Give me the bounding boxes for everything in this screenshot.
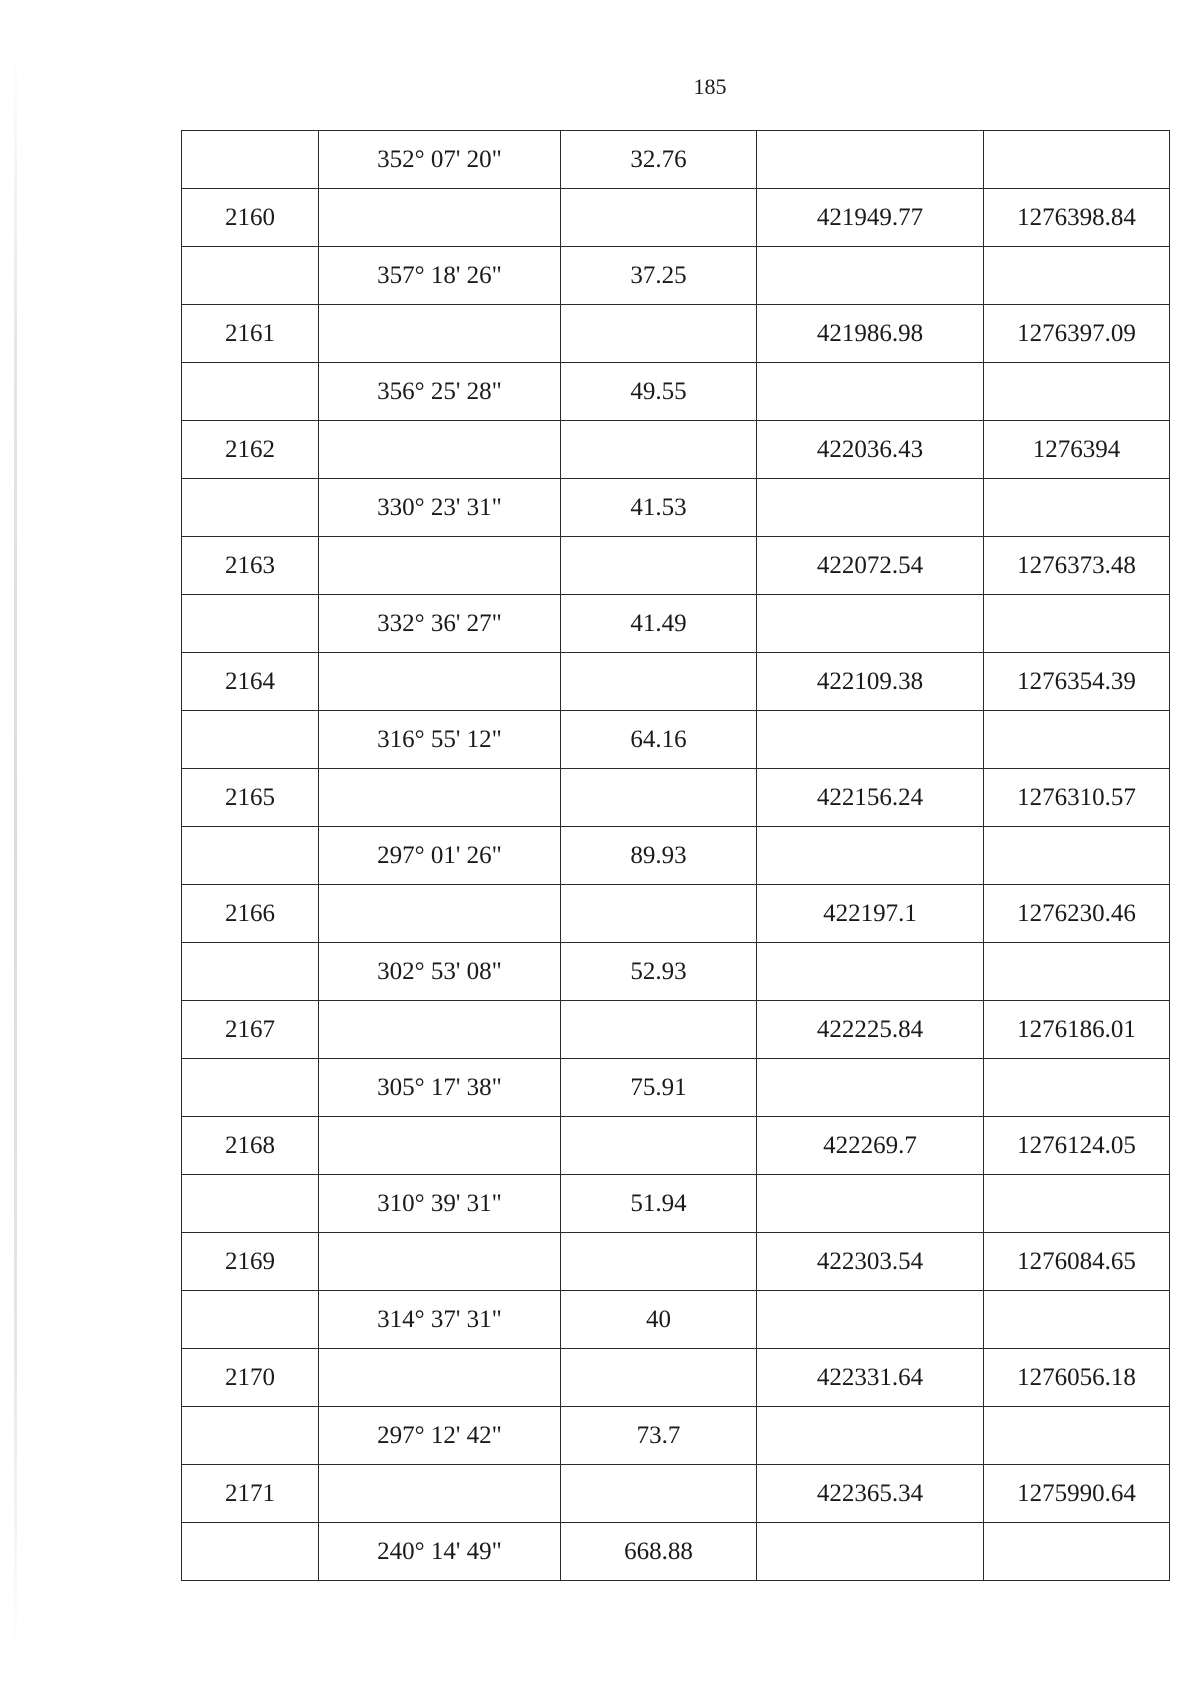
distance-cell: 73.7	[561, 1407, 757, 1465]
station-cell	[182, 1523, 319, 1581]
northing-cell	[757, 1291, 984, 1349]
station-cell	[182, 1175, 319, 1233]
bearing-cell	[319, 421, 561, 479]
bearing-cell: 330° 23' 31"	[319, 479, 561, 537]
bearing-cell: 310° 39' 31"	[319, 1175, 561, 1233]
bearing-cell	[319, 769, 561, 827]
northing-cell	[757, 1407, 984, 1465]
bearing-cell: 314° 37' 31"	[319, 1291, 561, 1349]
easting-cell: 1276186.01	[984, 1001, 1170, 1059]
station-cell: 2166	[182, 885, 319, 943]
station-cell	[182, 1407, 319, 1465]
station-cell: 2165	[182, 769, 319, 827]
bearing-cell	[319, 1465, 561, 1523]
page-number: 185	[693, 74, 727, 99]
easting-cell	[984, 131, 1170, 189]
northing-cell	[757, 1523, 984, 1581]
northing-cell: 422197.1	[757, 885, 984, 943]
station-cell: 2163	[182, 537, 319, 595]
bearing-cell	[319, 305, 561, 363]
table-row	[182, 1523, 1170, 1581]
bearing-cell: 240° 14' 49"	[319, 1523, 561, 1581]
distance-cell: 41.53	[561, 479, 757, 537]
easting-cell	[984, 479, 1170, 537]
station-cell: 2167	[182, 1001, 319, 1059]
bearing-cell	[319, 885, 561, 943]
table-row	[182, 943, 1170, 1001]
northing-cell: 422036.43	[757, 421, 984, 479]
distance-cell	[561, 537, 757, 595]
distance-cell: 75.91	[561, 1059, 757, 1117]
coordinate-table-body	[182, 131, 1170, 1581]
table-row	[182, 711, 1170, 769]
easting-cell	[984, 827, 1170, 885]
northing-cell: 422072.54	[757, 537, 984, 595]
distance-cell	[561, 189, 757, 247]
northing-cell	[757, 247, 984, 305]
bearing-cell: 297° 01' 26"	[319, 827, 561, 885]
easting-cell: 1275990.64	[984, 1465, 1170, 1523]
northing-cell: 421949.77	[757, 189, 984, 247]
station-cell: 2169	[182, 1233, 319, 1291]
station-cell: 2161	[182, 305, 319, 363]
easting-cell	[984, 1291, 1170, 1349]
easting-cell: 1276056.18	[984, 1349, 1170, 1407]
bearing-cell	[319, 1117, 561, 1175]
northing-cell: 422109.38	[757, 653, 984, 711]
northing-cell: 422156.24	[757, 769, 984, 827]
station-cell	[182, 943, 319, 1001]
bearing-cell	[319, 189, 561, 247]
distance-cell	[561, 769, 757, 827]
station-cell: 2170	[182, 1349, 319, 1407]
table-row	[182, 1059, 1170, 1117]
table-row	[182, 131, 1170, 189]
table-row	[182, 885, 1170, 943]
easting-cell: 1276373.48	[984, 537, 1170, 595]
distance-cell: 49.55	[561, 363, 757, 421]
station-cell	[182, 1059, 319, 1117]
distance-cell: 41.49	[561, 595, 757, 653]
easting-cell	[984, 711, 1170, 769]
station-cell: 2160	[182, 189, 319, 247]
bearing-cell	[319, 1233, 561, 1291]
northing-cell	[757, 131, 984, 189]
table-row	[182, 827, 1170, 885]
easting-cell	[984, 1523, 1170, 1581]
station-cell: 2164	[182, 653, 319, 711]
table-row	[182, 1291, 1170, 1349]
easting-cell	[984, 943, 1170, 1001]
northing-cell: 422269.7	[757, 1117, 984, 1175]
station-cell	[182, 595, 319, 653]
northing-cell	[757, 1059, 984, 1117]
bearing-cell: 305° 17' 38"	[319, 1059, 561, 1117]
northing-cell	[757, 595, 984, 653]
table-row	[182, 537, 1170, 595]
distance-cell: 668.88	[561, 1523, 757, 1581]
easting-cell	[984, 363, 1170, 421]
easting-cell: 1276084.65	[984, 1233, 1170, 1291]
northing-cell: 421986.98	[757, 305, 984, 363]
bearing-cell	[319, 653, 561, 711]
northing-cell: 422331.64	[757, 1349, 984, 1407]
coordinate-table	[181, 130, 1170, 1581]
table-row	[182, 1001, 1170, 1059]
table-row	[182, 1349, 1170, 1407]
station-cell	[182, 1291, 319, 1349]
table-row	[182, 653, 1170, 711]
distance-cell	[561, 1349, 757, 1407]
easting-cell	[984, 1059, 1170, 1117]
northing-cell	[757, 1175, 984, 1233]
easting-cell: 1276354.39	[984, 653, 1170, 711]
distance-cell	[561, 305, 757, 363]
distance-cell	[561, 421, 757, 479]
distance-cell: 64.16	[561, 711, 757, 769]
bearing-cell	[319, 1349, 561, 1407]
distance-cell: 32.76	[561, 131, 757, 189]
table-row	[182, 305, 1170, 363]
northing-cell	[757, 479, 984, 537]
bearing-cell: 316° 55' 12"	[319, 711, 561, 769]
bearing-cell: 357° 18' 26"	[319, 247, 561, 305]
northing-cell: 422225.84	[757, 1001, 984, 1059]
table-row	[182, 479, 1170, 537]
easting-cell	[984, 595, 1170, 653]
station-cell	[182, 247, 319, 305]
station-cell	[182, 711, 319, 769]
easting-cell	[984, 1407, 1170, 1465]
northing-cell	[757, 363, 984, 421]
northing-cell	[757, 827, 984, 885]
distance-cell	[561, 653, 757, 711]
northing-cell	[757, 711, 984, 769]
table-row	[182, 1465, 1170, 1523]
bearing-cell: 356° 25' 28"	[319, 363, 561, 421]
table-row	[182, 1407, 1170, 1465]
distance-cell	[561, 1233, 757, 1291]
easting-cell: 1276124.05	[984, 1117, 1170, 1175]
distance-cell	[561, 1117, 757, 1175]
easting-cell	[984, 1175, 1170, 1233]
distance-cell	[561, 1465, 757, 1523]
station-cell: 2171	[182, 1465, 319, 1523]
easting-cell: 1276230.46	[984, 885, 1170, 943]
station-cell	[182, 131, 319, 189]
easting-cell	[984, 247, 1170, 305]
table-row	[182, 595, 1170, 653]
bearing-cell: 352° 07' 20"	[319, 131, 561, 189]
distance-cell: 40	[561, 1291, 757, 1349]
easting-cell: 1276310.57	[984, 769, 1170, 827]
northing-cell: 422365.34	[757, 1465, 984, 1523]
table-row	[182, 769, 1170, 827]
table-row	[182, 421, 1170, 479]
northing-cell: 422303.54	[757, 1233, 984, 1291]
easting-cell: 1276398.84	[984, 189, 1170, 247]
northing-cell	[757, 943, 984, 1001]
station-cell: 2162	[182, 421, 319, 479]
table-row	[182, 363, 1170, 421]
table-row	[182, 1233, 1170, 1291]
distance-cell	[561, 1001, 757, 1059]
distance-cell: 37.25	[561, 247, 757, 305]
easting-cell: 1276397.09	[984, 305, 1170, 363]
scan-edge-shadow	[14, 40, 17, 1660]
distance-cell	[561, 885, 757, 943]
station-cell	[182, 363, 319, 421]
bearing-cell	[319, 537, 561, 595]
table-row	[182, 1175, 1170, 1233]
bearing-cell: 297° 12' 42"	[319, 1407, 561, 1465]
bearing-cell: 332° 36' 27"	[319, 595, 561, 653]
distance-cell: 52.93	[561, 943, 757, 1001]
table-row	[182, 1117, 1170, 1175]
station-cell	[182, 479, 319, 537]
bearing-cell	[319, 1001, 561, 1059]
table-row	[182, 189, 1170, 247]
distance-cell: 89.93	[561, 827, 757, 885]
easting-cell: 1276394	[984, 421, 1170, 479]
table-row	[182, 247, 1170, 305]
distance-cell: 51.94	[561, 1175, 757, 1233]
station-cell	[182, 827, 319, 885]
bearing-cell: 302° 53' 08"	[319, 943, 561, 1001]
station-cell: 2168	[182, 1117, 319, 1175]
